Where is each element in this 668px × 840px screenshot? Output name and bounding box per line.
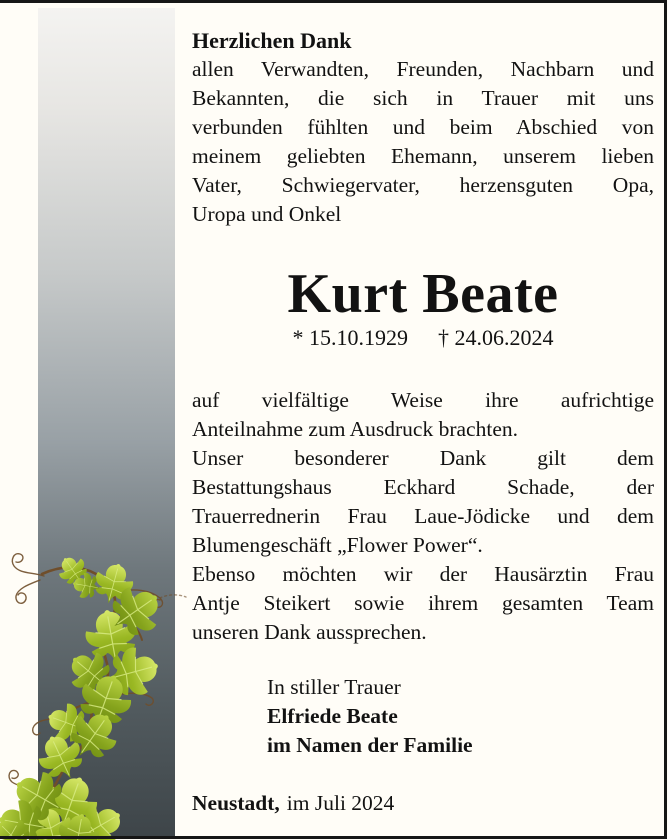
- text-line: Blumengeschäft „Flower Power“.: [192, 533, 483, 557]
- text-line: Vater, Schwiegervater, herzensguten Opa,: [192, 173, 654, 197]
- text-line: Bestattungshaus Eckhard Schade, der: [192, 475, 654, 499]
- family-line: im Namen der Familie: [267, 733, 473, 757]
- ivy-vine-icon: [0, 528, 190, 840]
- intro-paragraph: [192, 55, 654, 229]
- text-line: meinem geliebten Ehemann, unserem lieben: [192, 144, 654, 168]
- death-date: † 24.06.2024: [438, 325, 554, 350]
- text-line: Bekannten, die sich in Trauer mit uns: [192, 86, 654, 110]
- text-line: Antje Steikert sowie ihrem gesamten Team: [192, 591, 654, 615]
- thanks-paragraph: [192, 386, 654, 647]
- place-date-line: [192, 789, 654, 818]
- place-label: Neustadt,: [192, 791, 280, 815]
- mourner-name: Elfriede Beate: [267, 704, 398, 728]
- text-line: verbunden fühlten und beim Abschied von: [192, 115, 654, 139]
- text-line: unseren Dank aussprechen.: [192, 620, 427, 644]
- text-line: Unser besonderer Dank gilt dem: [192, 446, 654, 470]
- notice-text-column: [192, 26, 654, 818]
- text-line: Anteilnahme zum Ausdruck brachten.: [192, 417, 518, 441]
- text-line: auf vielfältige Weise ihre aufrichtige: [192, 388, 654, 412]
- text-line: Uropa und Onkel: [192, 202, 342, 226]
- text-line: allen Verwandten, Freunden, Nachbarn und: [192, 57, 654, 81]
- text-line: Trauerrednerin Frau Laue-Jödicke und dem: [192, 504, 654, 528]
- deceased-name: Kurt Beate: [287, 263, 559, 325]
- life-dates: [192, 323, 654, 352]
- closing-block: [192, 673, 654, 760]
- thanks-heading: Herzlichen Dank: [192, 28, 352, 53]
- mourning-phrase: In stiller Trauer: [267, 675, 401, 699]
- birth-date: * 15.10.1929: [292, 325, 408, 350]
- text-line: Ebenso möchten wir der Hausärztin Frau: [192, 562, 654, 586]
- date-label: im Juli 2024: [286, 791, 395, 815]
